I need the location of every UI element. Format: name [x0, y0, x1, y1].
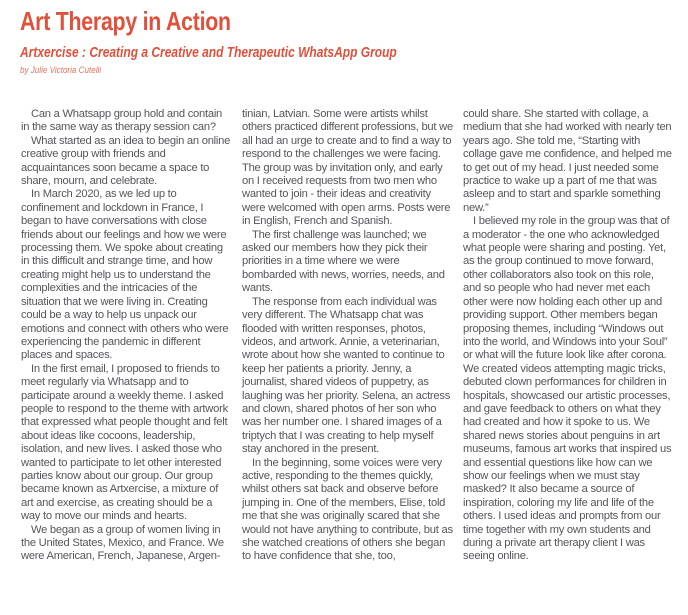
paragraph: In the first email, I proposed to friends to meet regularly via Whatsapp and to participate around a weekly theme. I asked people to respond to the theme with artwork that expressed what people thought and felt about ideas like cocoons, leadership, isolation, and new lives. I asked those who wanted to participate to let other interested parties know about our group. Our group became known as Artxercise, a mixture of art and exercise, as creating should be a way to move our minds and hearts. — [21, 362, 228, 523]
paragraph: The response from each individual was very different. The Whatsapp chat was flooded with written responses, photos, videos, and artwork. Annie, a veterinarian, wrote about how she wanted to continue to keep her patients a priority. Jenny, a journalist, shared videos of puppetry, as laughing was her priority. Selena, an actress and clown, shared photos of her son who was her number one. I shared images of a triptych that I was creating to help myself stay anchored in the present. — [242, 295, 451, 456]
paragraph: In the beginning, some voices were very active, responding to the themes quickly, whilst others sat back and observe before jumping in. One of the members, Elise, told me that she was originally scared that she would not have anything to contribute, but as she watched creations of others she began to have confidence that she, too, — [242, 456, 453, 563]
byline: by Julie Victoria Cutelli — [20, 64, 102, 76]
article-body — [21, 108, 674, 564]
text-column-2 — [242, 108, 453, 564]
paragraph: I believed my role in the group was that of a moderator - the one who acknowledged what people were sharing and posting. Yet, as the group continued to move forward, other collaborators also took on this role, and so people who had never met each other were now holding each other up and providing support. Other members began proposing themes, including “Windows out into the world, and Windows into your Soul” or what will the future look like after corona. We created videos attempting magic tricks, debuted clown performances for children in hospitals, showcased our artistic processes, and gave feedback to others on what they had created and how it spoke to us. We shared news stories about penguins in art museums, famous art works that inspired us and essential questions like how can we show our feelings when we must stay masked? It also became a source of inspiration, coloring my life and life of the others. I used ideas and prompts from our time together with my own students and during a private art therapy client I was seeing online. — [463, 215, 672, 563]
paragraph: What started as an idea to begin an online creative group with friends and acquaintances soon became a space to share, mourn, and celebrate. — [21, 134, 231, 188]
paragraph-continuation: could share. She started with collage, a medium that she had worked with nearly ten years ago. She told me, “Starting with collage gave me confidence, and helped me to get out of my head. I just needed some practice to wake up a part of me that was asleep and to start and sparkle something new.” — [463, 108, 672, 214]
page-title: Art Therapy in Action — [20, 6, 231, 36]
paragraph: Can a Whatsapp group hold and contain in the same way as therapy session can? — [21, 108, 223, 134]
paragraph: In March 2020, as we led up to confinement and lockdown in France, I began to have conversations with close friends about our feelings and how we were processing them. We spoke about creating in this difficult and strange time, and how creating might help us to understand the complexities and the intricacies of the situation that we were living in. Creating could be a way to help us unpack our emotions and connect with others who were experiencing the pandemic in different places and spaces. — [21, 188, 229, 362]
text-column-1 — [21, 108, 232, 564]
article-subtitle: Artxercise : Creating a Creative and Therapeutic WhatsApp Group — [20, 44, 397, 62]
paragraph: We began as a group of women living in the United States, Mexico, and France. We were American, French, Japanese, Argen- — [21, 523, 224, 563]
paragraph: The first challenge was launched; we asked our members how they pick their priorities in a time where we were bombarded with news, worries, needs, and wants. — [242, 228, 445, 295]
article-header — [20, 8, 674, 76]
text-column-3 — [463, 108, 674, 564]
paragraph-continuation: tinian, Latvian. Some were artists whilst others practiced different professions, but we all had an urge to create and to find a way to respond to the challenges we were facing. The group was by invitation only, and early on I received requests from two men who wanted to join - their ideas and creativity were welcomed with open arms. Posts were in English, French and Spanish. — [242, 108, 453, 228]
